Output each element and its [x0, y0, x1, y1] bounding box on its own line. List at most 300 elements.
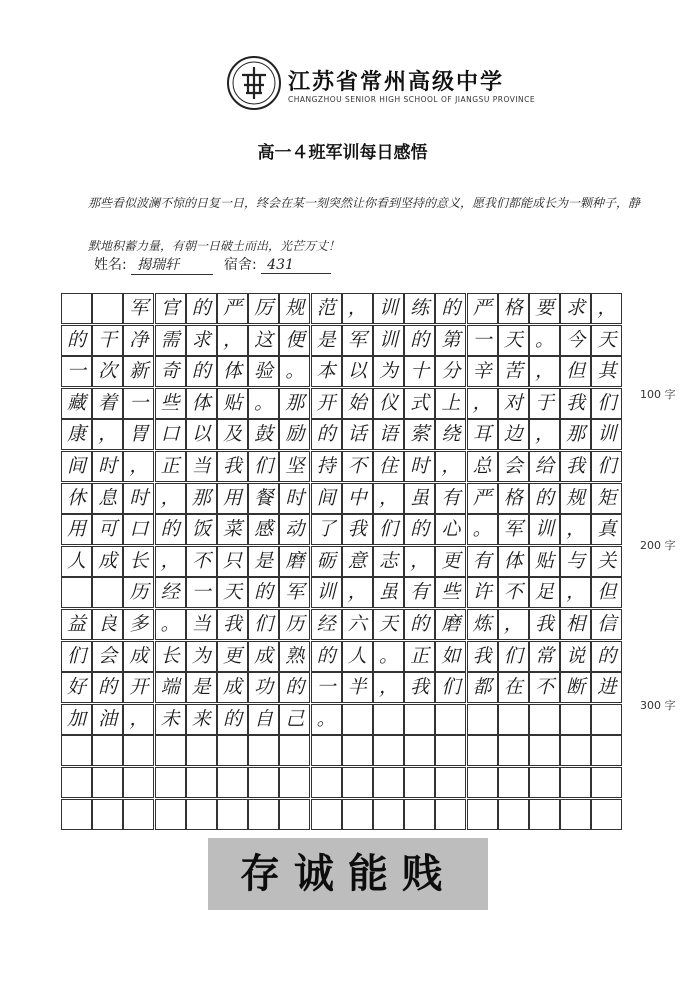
grid-cell: 次 — [92, 356, 123, 387]
grid-cell: 住 — [373, 451, 404, 482]
grid-cell — [248, 767, 279, 798]
grid-cell: 的 — [61, 325, 92, 356]
grid-cell: 相 — [560, 609, 591, 640]
grid-cell: 绕 — [435, 419, 466, 450]
grid-cell: 分 — [435, 356, 466, 387]
grid-cell: 感 — [248, 514, 279, 545]
grid-cell: 我 — [404, 672, 435, 703]
grid-cell — [342, 735, 373, 766]
grid-cell: 严 — [217, 293, 248, 324]
grid-cell: 的 — [435, 293, 466, 324]
name-label: 姓名: — [94, 257, 127, 273]
grid-cell: 成 — [92, 546, 123, 577]
grid-cell: 这 — [248, 325, 279, 356]
grid-cell: 开 — [311, 388, 342, 419]
grid-cell: 开 — [123, 672, 154, 703]
grid-cell: 多 — [123, 609, 154, 640]
grid-cell: 给 — [529, 451, 560, 482]
grid-cell: 间 — [311, 483, 342, 514]
grid-cell — [123, 735, 154, 766]
grid-cell: ， — [498, 609, 529, 640]
grid-cell: 矩 — [591, 483, 622, 514]
grid-cell — [92, 577, 123, 608]
grid-cell: 的 — [529, 483, 560, 514]
grid-cell: 有 — [467, 546, 498, 577]
grid-cell — [404, 735, 435, 766]
grid-cell: 砺 — [311, 546, 342, 577]
grid-cell: 历 — [123, 577, 154, 608]
grid-cell: 在 — [498, 672, 529, 703]
grid-cell — [92, 799, 123, 830]
grid-cell: 进 — [591, 672, 622, 703]
grid-cell — [591, 799, 622, 830]
dorm-field — [224, 254, 331, 274]
grid-cell: 干 — [92, 325, 123, 356]
grid-cell: 的 — [92, 672, 123, 703]
grid-cell — [123, 799, 154, 830]
grid-cell — [373, 704, 404, 735]
grid-cell: 志 — [373, 546, 404, 577]
grid-cell: 中 — [342, 483, 373, 514]
grid-cell — [342, 704, 373, 735]
grid-cell: 萦 — [404, 419, 435, 450]
grid-cell — [61, 767, 92, 798]
grid-cell: 的 — [155, 514, 186, 545]
grid-cell: 话 — [342, 419, 373, 450]
grid-cell — [467, 704, 498, 735]
grid-cell: 许 — [467, 577, 498, 608]
grid-cell: 。 — [311, 704, 342, 735]
grid-cell: 们 — [373, 514, 404, 545]
seal-text: 存诚能贱 — [208, 838, 488, 910]
grid-cell: 辛 — [467, 356, 498, 387]
grid-cell: 经 — [155, 577, 186, 608]
dorm-value: 431 — [261, 257, 331, 274]
grid-cell: 训 — [373, 325, 404, 356]
grid-cell — [373, 767, 404, 798]
writing-grid — [61, 293, 634, 833]
grid-cell — [248, 799, 279, 830]
grid-cell: ， — [155, 483, 186, 514]
grid-cell: 的 — [591, 641, 622, 672]
grid-cell — [217, 767, 248, 798]
grid-cell: 好 — [61, 672, 92, 703]
grid-cell: 以 — [342, 356, 373, 387]
grid-cell — [435, 735, 466, 766]
grid-cell: 功 — [248, 672, 279, 703]
grid-cell — [591, 735, 622, 766]
grid-cell — [61, 799, 92, 830]
grid-cell — [560, 767, 591, 798]
grid-cell: 成 — [248, 641, 279, 672]
grid-cell: 但 — [560, 356, 591, 387]
grid-cell — [342, 799, 373, 830]
grid-cell: 们 — [435, 672, 466, 703]
grid-cell: 训 — [591, 419, 622, 450]
grid-cell: 来 — [186, 704, 217, 735]
grid-cell: 是 — [311, 325, 342, 356]
grid-cell: 信 — [591, 609, 622, 640]
grid-cell: 们 — [591, 388, 622, 419]
grid-cell: 关 — [591, 546, 622, 577]
grid-cell — [279, 799, 310, 830]
grid-cell: ， — [560, 514, 591, 545]
grid-cell: 军 — [123, 293, 154, 324]
grid-cell — [498, 767, 529, 798]
grid-cell: 炼 — [467, 609, 498, 640]
grid-cell: 时 — [92, 451, 123, 482]
grid-cell: 如 — [435, 641, 466, 672]
grid-cell: 未 — [155, 704, 186, 735]
grid-cell: 时 — [279, 483, 310, 514]
grid-cell: 军 — [342, 325, 373, 356]
grid-cell — [92, 293, 123, 324]
grid-cell: 当 — [186, 451, 217, 482]
grid-cell: 与 — [560, 546, 591, 577]
grid-cell: 及 — [217, 419, 248, 450]
grid-cell: 时 — [123, 483, 154, 514]
grid-cell — [248, 735, 279, 766]
grid-cell: 仪 — [373, 388, 404, 419]
grid-cell — [311, 767, 342, 798]
grid-cell: 有 — [435, 483, 466, 514]
grid-cell: 的 — [186, 293, 217, 324]
grid-cell: 耳 — [467, 419, 498, 450]
grid-cell: 心 — [435, 514, 466, 545]
grid-cell: 一 — [311, 672, 342, 703]
grid-cell: ， — [404, 546, 435, 577]
school-logo-icon — [226, 55, 282, 111]
grid-cell: ， — [373, 672, 404, 703]
grid-cell: 我 — [529, 609, 560, 640]
grid-cell: 藏 — [61, 388, 92, 419]
grid-cell: 求 — [560, 293, 591, 324]
grid-cell: 间 — [61, 451, 92, 482]
grid-cell: 。 — [248, 388, 279, 419]
grid-cell — [279, 735, 310, 766]
grid-cell: 们 — [61, 641, 92, 672]
grid-cell: 更 — [217, 641, 248, 672]
intro-text: 那些看似波澜不惊的日复一日，终会在某一刻突然让你看到坚持的意义，愿我们都能成长为一颗种子，静默地积蓄力量，有朝一日破土而出，光芒万丈！ — [88, 196, 641, 253]
grid-cell: 胃 — [123, 419, 154, 450]
grid-cell: 天 — [373, 609, 404, 640]
grid-cell: 断 — [560, 672, 591, 703]
grid-cell: 我 — [217, 451, 248, 482]
grid-cell: 磨 — [435, 609, 466, 640]
grid-cell: 式 — [404, 388, 435, 419]
grid-cell: 不 — [186, 546, 217, 577]
grid-cell: 十 — [404, 356, 435, 387]
grid-cell: 坚 — [279, 451, 310, 482]
grid-cell: ， — [92, 419, 123, 450]
grid-cell: 边 — [498, 419, 529, 450]
grid-cell: 求 — [186, 325, 217, 356]
grid-cell — [373, 735, 404, 766]
page-title: 高一４班军训每日感悟 — [257, 143, 428, 163]
school-name-cn: 江苏省常州高级中学 — [288, 69, 505, 95]
grid-cell: 成 — [123, 641, 154, 672]
grid-cell: 是 — [248, 546, 279, 577]
grid-cell — [92, 735, 123, 766]
grid-cell: 其 — [591, 356, 622, 387]
grid-cell: 人 — [61, 546, 92, 577]
grid-cell: 语 — [373, 419, 404, 450]
grid-cell — [591, 767, 622, 798]
grid-cell: 康 — [61, 419, 92, 450]
grid-cell: 饭 — [186, 514, 217, 545]
grid-cell: 的 — [186, 356, 217, 387]
grid-cell: 官 — [155, 293, 186, 324]
grid-cell: 贴 — [217, 388, 248, 419]
grid-cell: 。 — [529, 325, 560, 356]
grid-cell: 会 — [498, 451, 529, 482]
grid-cell: 那 — [279, 388, 310, 419]
grid-cell — [435, 704, 466, 735]
grid-cell — [560, 735, 591, 766]
grid-cell: 己 — [279, 704, 310, 735]
grid-cell: 范 — [311, 293, 342, 324]
grid-cell: 持 — [311, 451, 342, 482]
grid-cell: 息 — [92, 483, 123, 514]
grid-cell — [217, 799, 248, 830]
grid-cell: 自 — [248, 704, 279, 735]
grid-cell: 以 — [186, 419, 217, 450]
grid-cell: 们 — [248, 609, 279, 640]
grid-cell: 但 — [591, 577, 622, 608]
grid-cell — [529, 767, 560, 798]
grid-cell: 可 — [92, 514, 123, 545]
grid-cell — [342, 767, 373, 798]
grid-cell: 半 — [342, 672, 373, 703]
grid-cell — [92, 767, 123, 798]
grid-cell — [435, 767, 466, 798]
grid-cell: 要 — [529, 293, 560, 324]
grid-cell — [529, 735, 560, 766]
grid-cell: 第 — [435, 325, 466, 356]
grid-cell: 天 — [217, 577, 248, 608]
grid-cell: 鼓 — [248, 419, 279, 450]
grid-cell: ， — [217, 325, 248, 356]
grid-cell — [560, 704, 591, 735]
grid-cell: 训 — [311, 577, 342, 608]
grid-cell: 严 — [467, 293, 498, 324]
grid-cell: 格 — [498, 293, 529, 324]
grid-cell — [467, 735, 498, 766]
grid-cell: 天 — [498, 325, 529, 356]
grid-cell — [498, 735, 529, 766]
grid-cell — [61, 293, 92, 324]
grid-cell — [61, 577, 92, 608]
grid-cell: 常 — [529, 641, 560, 672]
grid-cell: 军 — [279, 577, 310, 608]
grid-cell: 我 — [467, 641, 498, 672]
grid-cell: 口 — [155, 419, 186, 450]
grid-cell: 意 — [342, 546, 373, 577]
grid-cell: 长 — [155, 641, 186, 672]
grid-cell: 都 — [467, 672, 498, 703]
grid-cell: ， — [342, 293, 373, 324]
grid-cell: 训 — [373, 293, 404, 324]
grid-cell: 们 — [248, 451, 279, 482]
grid-cell: 军 — [498, 514, 529, 545]
grid-cell: 历 — [279, 609, 310, 640]
grid-cell: 们 — [591, 451, 622, 482]
grid-cell: 成 — [217, 672, 248, 703]
grid-cell: 需 — [155, 325, 186, 356]
grid-cell: 体 — [217, 356, 248, 387]
grid-cell: 天 — [591, 325, 622, 356]
grid-cell: 严 — [467, 483, 498, 514]
grid-cell: ， — [529, 419, 560, 450]
grid-cell: 不 — [498, 577, 529, 608]
grid-cell: 。 — [373, 641, 404, 672]
wordcount-mark-200: 200 字 — [640, 539, 676, 552]
grid-cell: 只 — [217, 546, 248, 577]
grid-cell — [155, 799, 186, 830]
grid-cell: 时 — [404, 451, 435, 482]
grid-cell: 。 — [155, 609, 186, 640]
grid-cell — [404, 704, 435, 735]
grid-cell: 贴 — [529, 546, 560, 577]
grid-cell — [435, 799, 466, 830]
grid-cell: 用 — [217, 483, 248, 514]
grid-cell: 熟 — [279, 641, 310, 672]
grid-cell: 苦 — [498, 356, 529, 387]
grid-cell: 动 — [279, 514, 310, 545]
grid-cell — [529, 704, 560, 735]
grid-cell: 端 — [155, 672, 186, 703]
grid-cell — [186, 735, 217, 766]
grid-cell: 足 — [529, 577, 560, 608]
school-header — [0, 55, 685, 125]
grid-cell: 的 — [404, 325, 435, 356]
grid-cell — [467, 799, 498, 830]
grid-cell: 本 — [311, 356, 342, 387]
dorm-label: 宿舍: — [224, 257, 257, 273]
grid-cell — [155, 767, 186, 798]
grid-cell — [498, 799, 529, 830]
grid-cell: 我 — [217, 609, 248, 640]
grid-cell: 着 — [92, 388, 123, 419]
grid-cell: 正 — [155, 451, 186, 482]
grid-cell: 我 — [342, 514, 373, 545]
grid-cell: 一 — [61, 356, 92, 387]
grid-cell: 良 — [92, 609, 123, 640]
grid-cell: 用 — [61, 514, 92, 545]
grid-cell — [155, 735, 186, 766]
grid-cell: ， — [529, 356, 560, 387]
grid-cell: ， — [435, 451, 466, 482]
grid-cell: 体 — [498, 546, 529, 577]
grid-cell: 练 — [404, 293, 435, 324]
grid-cell: 真 — [591, 514, 622, 545]
grid-cell: 于 — [529, 388, 560, 419]
grid-cell: 我 — [560, 388, 591, 419]
grid-cell: ， — [560, 577, 591, 608]
grid-cell: 厉 — [248, 293, 279, 324]
grid-cell: 些 — [155, 388, 186, 419]
grid-cell: 们 — [498, 641, 529, 672]
grid-cell — [217, 735, 248, 766]
grid-cell: 餐 — [248, 483, 279, 514]
grid-cell: 一 — [467, 325, 498, 356]
grid-cell: ， — [373, 483, 404, 514]
grid-cell: 那 — [560, 419, 591, 450]
grid-cell — [404, 767, 435, 798]
grid-cell: 总 — [467, 451, 498, 482]
grid-cell: 油 — [92, 704, 123, 735]
grid-cell: 为 — [373, 356, 404, 387]
grid-cell: 格 — [498, 483, 529, 514]
grid-cell: 了 — [311, 514, 342, 545]
grid-cell: 休 — [61, 483, 92, 514]
grid-cell: 的 — [217, 704, 248, 735]
grid-cell: 的 — [248, 577, 279, 608]
grid-cell: 一 — [186, 577, 217, 608]
grid-cell: 的 — [404, 514, 435, 545]
grid-cell: 磨 — [279, 546, 310, 577]
grid-cell: ， — [123, 451, 154, 482]
grid-cell — [373, 799, 404, 830]
grid-cell: 始 — [342, 388, 373, 419]
grid-cell: 有 — [404, 577, 435, 608]
grid-cell: 菜 — [217, 514, 248, 545]
grid-cell — [529, 799, 560, 830]
calligraphy-seal — [208, 838, 488, 910]
grid-cell: 六 — [342, 609, 373, 640]
grid-cell: 加 — [61, 704, 92, 735]
grid-cell: 些 — [435, 577, 466, 608]
grid-cell — [467, 767, 498, 798]
grid-cell: 经 — [311, 609, 342, 640]
grid-cell: 是 — [186, 672, 217, 703]
grid-cell: 训 — [529, 514, 560, 545]
grid-cell: 对 — [498, 388, 529, 419]
grid-cell: 当 — [186, 609, 217, 640]
grid-cell: ， — [123, 704, 154, 735]
grid-cell: 奇 — [155, 356, 186, 387]
grid-cell: 不 — [342, 451, 373, 482]
grid-cell: ， — [155, 546, 186, 577]
grid-cell: 今 — [560, 325, 591, 356]
grid-cell: 体 — [186, 388, 217, 419]
name-field — [94, 254, 213, 275]
grid-cell: 我 — [560, 451, 591, 482]
grid-cell — [186, 799, 217, 830]
school-name-en: CHANGZHOU SENIOR HIGH SCHOOL OF JIANGSU PROVINCE — [288, 95, 536, 104]
grid-cell: 更 — [435, 546, 466, 577]
grid-cell: ， — [591, 293, 622, 324]
wordcount-mark-300: 300 字 — [640, 699, 676, 712]
grid-cell: 励 — [279, 419, 310, 450]
grid-cell: 为 — [186, 641, 217, 672]
grid-cell — [311, 735, 342, 766]
grid-cell: 上 — [435, 388, 466, 419]
grid-cell: 规 — [279, 293, 310, 324]
grid-cell: 长 — [123, 546, 154, 577]
grid-cell — [560, 799, 591, 830]
grid-cell: 虽 — [373, 577, 404, 608]
grid-cell — [311, 799, 342, 830]
grid-cell: 益 — [61, 609, 92, 640]
grid-cell: 的 — [311, 641, 342, 672]
grid-cell — [404, 799, 435, 830]
wordcount-mark-100: 100 字 — [640, 388, 676, 401]
grid-cell — [61, 735, 92, 766]
grid-cell: 虽 — [404, 483, 435, 514]
grid-cell — [498, 704, 529, 735]
grid-cell: 正 — [404, 641, 435, 672]
